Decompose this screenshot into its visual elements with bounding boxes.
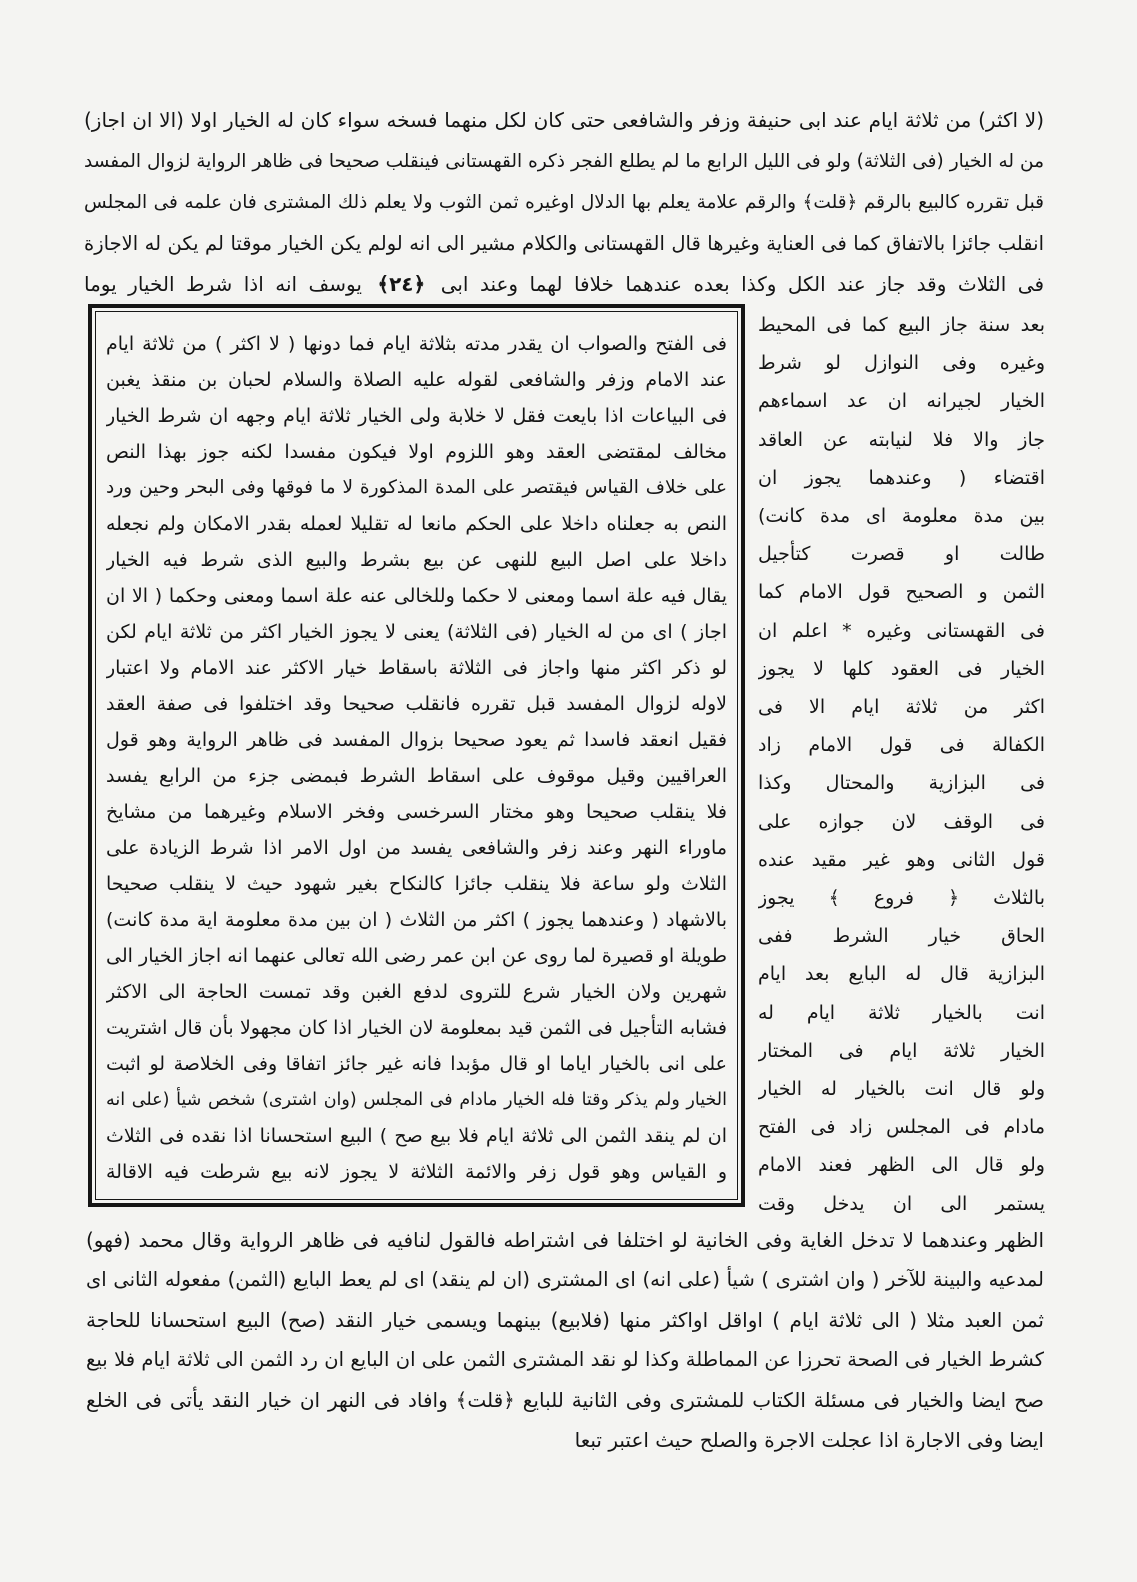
text-line: (لا اكثر) من ثلاثة ايام عند ابى حنيفة وزفر والشافعى حتى كان لكل منهما فسخه سواء كان له الخيار اولا (الا ان اجاز)	[84, 108, 1044, 132]
main-text-bottom	[86, 1220, 1044, 1460]
commentary-box	[88, 304, 745, 1207]
margin-note-line: الكفالة فى قول الامام زاد	[758, 734, 1045, 757]
margin-note-line: اكثر من ثلاثة ايام الا فى	[758, 696, 1045, 719]
commentary-line: الخيار ولم يذكر وقتا فله الخيار مادام فى المجلس (وان اشترى) شخص شيأ (على انه	[106, 1090, 727, 1110]
commentary-line: فى الفتح والصواب ان يقدر مدته بثلاثة ايام فما دونها ( لا اكثر ) من ثلاثة ايام	[106, 333, 727, 355]
commentary-line: بالاشهاد ( وعندهما يجوز ) اكثر من الثلاث ( ان بين مدة معلومة اية مدة كانت)	[106, 909, 727, 931]
margin-note-line: فى القهستانى وغيره * اعلم ان	[758, 619, 1045, 642]
text-line: صح ايضا والخيار فى مسئلة الكتاب للمشترى وفى الثانية للبايع ﴿قلت﴾ وافاد فى النهر ان خيار النقد يأتى فى الخلع	[86, 1388, 1044, 1412]
text-line: لمدعيه والبينة للآخر ( وان اشترى ) شيأ (على انه) اى المشترى (ان لم ينقد) اى لم يعط البايع (الثمن) مفعوله الثانى اى	[86, 1268, 1044, 1291]
text-line	[84, 264, 1044, 305]
commentary-line: فى البياعات اذا بايعت فقل لا خلابة ولى الخيار ثلاثة ايام وجهه ان شرط الخيار	[106, 405, 727, 427]
margin-note-line: اقتضاء ( وعندهما يجوز ان	[758, 466, 1045, 489]
margin-note-line: الحاق خيار الشرط ففى	[758, 925, 1045, 948]
margin-note-line: بين مدة معلومة اى مدة كانت)	[758, 505, 1045, 528]
text-segment: فى الثلاث وقد جاز عند الكل وكذا بعده عندهما خلافا لهما وعند ابى	[440, 272, 1044, 296]
commentary-line: يقال فيه علة اسما ومعنى لا حكما وللخالى عنه علة اسما ومعنى وحكما ( الا ان	[106, 585, 727, 607]
commentary-line: ماوراء النهر وعند زفر والشافعى يفسد من اول الامر اذا شرط الزيادة على	[106, 837, 727, 859]
margin-note-line: قول الثانى وهو غير مقيد عنده	[758, 848, 1045, 871]
text-segment: يوسف انه اذا شرط الخيار يوما	[84, 272, 362, 296]
commentary-line: فلا ينقلب صحيحا وهو مختار السرخسى وفخر الاسلام وغيرهما من مشايخ	[106, 801, 727, 823]
margin-note-line: طالت او قصرت كتأجيل	[758, 543, 1045, 566]
commentary-line: الثلاث ولو ساعة فلا ينقلب جائزا كالنكاح بغير شهود حيث لا ينقلب صحيحا	[106, 873, 727, 895]
commentary-text	[106, 326, 727, 1190]
commentary-line: لو ذكر اكثر منها واجاز فى الثلاثة باسقاط خيار الاكثر عند الامام ولا اعتبار	[106, 657, 727, 679]
page-number: ﴿ ٢٤ ﴾	[373, 272, 429, 296]
margin-note-line: فى البزازية والمحتال وكذا	[758, 772, 1045, 795]
commentary-line: و القياس وهو قول زفر والائمة الثلاثة لا يجوز لانه بيع شرطت فيه الاقالة	[106, 1161, 727, 1183]
margin-note-line: الثمن و الصحيح قول الامام كما	[758, 581, 1045, 604]
commentary-line: مخالف لمقتضى العقد وهو اللزوم اولا فيكون مفسدا لكنه جوز بهذا النص	[106, 441, 727, 463]
margin-note-line: بعد سنة جاز البيع كما فى المحيط	[758, 314, 1045, 336]
margin-note-line: البزازية قال له البايع بعد ايام	[758, 963, 1045, 986]
margin-note-line: يستمر الى ان يدخل وقت	[758, 1192, 1045, 1215]
text-line: الظهر وعندهما لا تدخل الغاية وفى الخانية لو اختلفا فى اشتراطه فالقول لنافيه فى ظاهر الرواية وقال محمد (فهو)	[86, 1228, 1044, 1252]
commentary-line: فشابه التأجيل فى الثمن قيد بمعلومة لان الخيار اذا كان مجهولا بأن قال اشتريت	[106, 1017, 727, 1039]
margin-note-line: ولو قال انت بالخيار له الخيار	[758, 1078, 1045, 1101]
margin-note-line: وغيره وفى النوازل لو شرط	[758, 352, 1045, 375]
margin-note-line: الخيار ثلاثة ايام فى المختار	[758, 1039, 1045, 1062]
margin-note-line: جاز والا فلا لنيابته عن العاقد	[758, 428, 1045, 451]
margin-note-line: مادام فى المجلس زاد فى الفتح	[758, 1116, 1045, 1139]
commentary-line: طويلة او قصيرة لما روى عن ابن عمر رضى الله تعالى عنهما انه اجاز الخيار الى	[106, 945, 727, 967]
margin-note-line: ولو قال الى الظهر فعند الامام	[758, 1154, 1045, 1177]
commentary-line: لاوله لزوال المفسد قبل تقرره فانقلب صحيحا وقد اختلفوا فى صفة العقد	[106, 693, 727, 715]
text-line: كشرط الخيار فى الصحة تحرزا عن المماطلة وكذا لو نقد المشترى الثمن على ان البايع ان رد الثمن الى ثلاثة ايام فلا بيع	[86, 1348, 1044, 1371]
text-line: قبل تقرره كالبيع بالرقم ﴿قلت﴾ والرقم علامة يعلم بها الدلال اوغيره ثمن الثوب ولا يعلم ذلك المشترى فان علمه فى المجلس	[84, 192, 1044, 213]
margin-note-line: الخيار فى العقود كلها لا يجوز	[758, 657, 1045, 680]
commentary-line: عند الامام وزفر والشافعى لقوله عليه الصلاة والسلام لحبان بن منقذ يغبن	[106, 369, 727, 391]
commentary-line: على خلاف القياس فيقتصر على المدة المذكورة لا ما فوقها وفى البحر وحين ورد	[106, 477, 727, 498]
commentary-line: ان لم ينقد الثمن الى ثلاثة ايام فلا بيع صح ) البيع استحسانا اذا نقده فى الثلاث	[106, 1125, 727, 1147]
commentary-line: العراقيين وقيل موقوف على اسقاط الشرط فبمضى جزء من الرابع يفسد	[106, 765, 727, 787]
commentary-line: على انى بالخيار اياما او قال مؤبدا فانه غير جائز اتفاقا وفى الخلاصة لو اثبت	[106, 1053, 727, 1075]
text-line: ثمن العبد مثلا ( الى ثلاثة ايام ) اواقل اواكثر منها (فلابيع) بينهما ويسمى خيار النقد (صح) البيع استحسانا للحاجة	[86, 1308, 1044, 1332]
commentary-line: داخلا على اصل البيع للنهى عن بيع بشرط والبيع الذى شرط فيه الخيار	[106, 549, 727, 571]
commentary-line: اجاز ) اى من له الخيار (فى الثلاثة) يعنى لا يجوز الخيار اكثر من ثلاثة ايام لكن	[106, 621, 727, 643]
margin-note-line: فى الوقف لان جوازه على	[758, 810, 1045, 833]
text-line: ايضا وفى الاجارة اذا عجلت الاجرة والصلح حيث اعتبر تبعا	[574, 1428, 1044, 1452]
margin-note-line: الخيار لجيرانه ان عد اسماءهم	[758, 390, 1045, 413]
main-text-top	[84, 100, 1044, 305]
margin-note-line: انت بالخيار ثلاثة ايام له	[758, 1001, 1045, 1024]
margin-note-line: بالثلاث ﴿ فروع ﴾ يجوز	[758, 887, 1045, 910]
text-line: من له الخيار (فى الثلاثة) ولو فى الليل الرابع ما لم يطلع الفجر ذكره القهستانى فينقلب صحيحا فى ظاهر الرواية لزوال المفسد	[84, 151, 1044, 172]
commentary-line: شهرين ولان الخيار شرع للتروى لدفع الغبن وقد تمست الحاجة الى الاكثر	[106, 981, 727, 1003]
margin-notes	[758, 306, 1045, 1223]
commentary-line: النص به جعلناه داخلا على الحكم مانعا له تقليلا لعمله بقدر الامكان ولم نجعله	[106, 513, 727, 535]
text-line: انقلب جائزا بالاتفاق كما فى العناية وغيرها قال القهستانى والكلام مشير الى انه لولم يكن الخيار موقتا لم يكن له الاجازة	[84, 232, 1044, 255]
commentary-line: فقيل انعقد فاسدا ثم يعود صحيحا بزوال المفسد فى ظاهر الرواية وهو قول	[106, 729, 727, 751]
